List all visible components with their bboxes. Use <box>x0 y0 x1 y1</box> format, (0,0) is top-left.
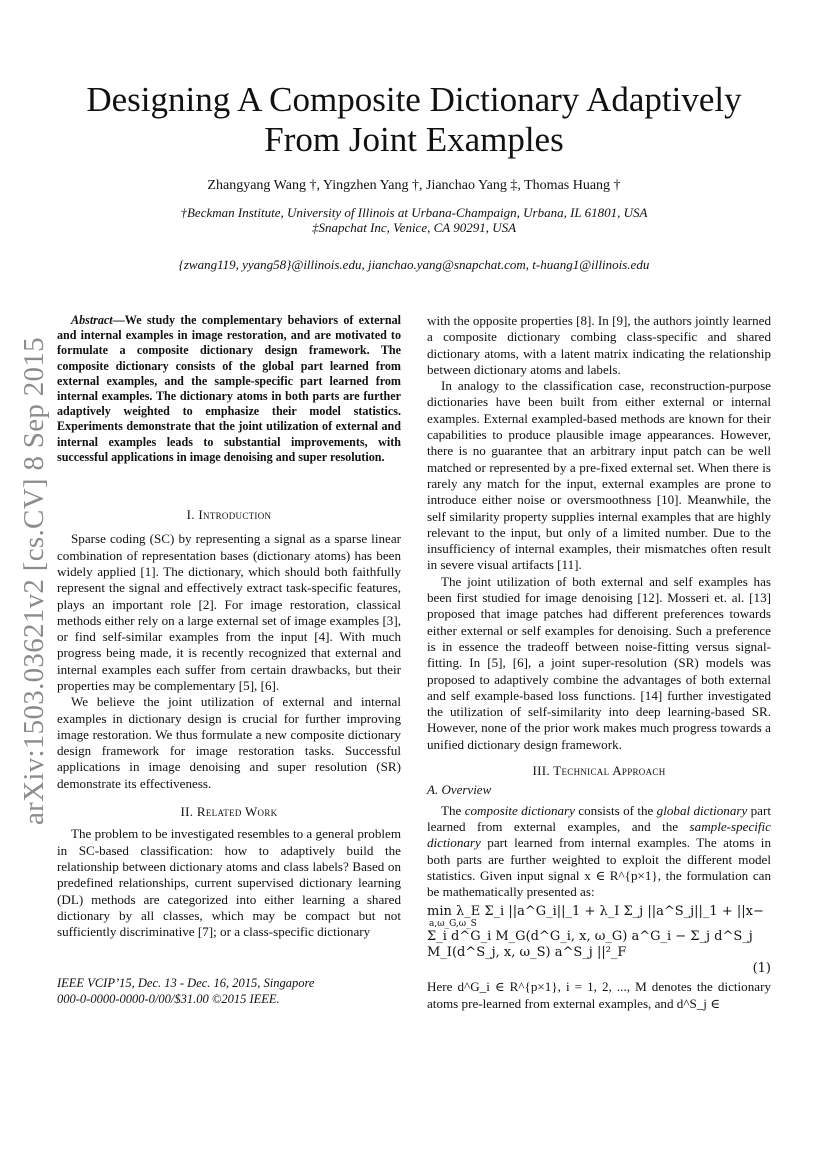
arxiv-side-stamp <box>14 337 54 825</box>
overview-text-a: The <box>441 802 465 818</box>
paper-title <box>60 80 768 160</box>
term-sample-specific-dictionary: sample-specific dictionary <box>427 818 771 851</box>
subsection-heading-overview: A. Overview <box>427 782 492 798</box>
left-column <box>57 313 401 940</box>
term-global-dictionary: global dictionary <box>656 802 748 818</box>
related-work-paragraph-3: The joint utilization of both external and self examples has been first studied for image denoising [12]. Mosseri et. al. [13] proposed that image patches had different preferences towards either external or self examples for denoising. Such a preference is in essence the tradeoff between noise-fitting versus signal-fitting. In [5], [6], a joint super-resolution (SR) models was proposed to adaptively combine the advantages of both external and self example-based loss functions. [14] further investigated the utilization of self-similarity into deep learning-based SR. However, none of the prior work makes much progress towards a unified dictionary design framework. <box>427 573 771 752</box>
affiliation-beckman: †Beckman Institute, University of Illinois at Urbana-Champaign, Urbana, IL 61801, USA <box>180 205 648 220</box>
overview-text-d: part learned from internal examples. The atoms in both parts are further weighted to exploit the different model statistics. Given input signal x ∈ R^{p×1}, the formulation can be mathematically presented as: <box>427 835 771 900</box>
equation-line-2: Σ_i d^G_i M_G(d^G_i, x, ω_G) a^G_i − Σ_j d^S_j M_I(d^S_j, x, ω_S) a^S_j ||²_F <box>427 929 753 961</box>
related-work-paragraph: The problem to be investigated resembles to a general problem in SC-based classification: how to adaptively build the relationship between dictionary atoms and class labels? Based on predefined relationships, current supervised dictionary learning (DL) methods are categorized into either learning a shared dictionary by all classes, which may be compact but not sufficiently discriminative [7]; or a class-specific dictionary <box>57 826 401 940</box>
title-line-2: From Joint Examples <box>264 120 564 159</box>
equation-line-1: min λ_E Σ_i ||a^G_i||_1 + λ_I Σ_j ||a^S_j||_1 + ||x− <box>427 904 764 920</box>
right-column <box>427 313 771 1012</box>
footnote-venue: IEEE VCIP’15, Dec. 13 - Dec. 16, 2015, Singapore <box>57 976 315 990</box>
author-list: Zhangyang Wang †, Yingzhen Yang †, Jianchao Yang ‡, Thomas Huang † <box>207 178 621 193</box>
equation-1 <box>427 904 771 977</box>
equation-number: (1) <box>752 961 771 977</box>
conference-footnote <box>57 975 401 1007</box>
term-composite-dictionary: composite dictionary <box>464 802 575 818</box>
title-line-1: Designing A Composite Dictionary Adaptively <box>86 80 742 119</box>
related-work-paragraph-2: In analogy to the classification case, reconstruction-purpose dictionaries have been built from either external or internal examples. External exampled-based methods are known for their capabilities to produce plausible image appearances. However, there is no guarantee that an arbitrary input patch can be well matched or represented by a pre-fixed external set. When there is rarely any match for the input, external examples are prone to introduce either noise or oversmoothness [10]. Meanwhile, the self similarity property supplies internal examples that are highly relevant to the input, but only of a limited number. Due to the insufficiency of internal examples, their mismatches often result in severe visual artifacts [11]. <box>427 378 771 573</box>
abstract <box>57 313 401 465</box>
post-equation-text: Here d^G_i ∈ R^{p×1}, i = 1, 2, ..., M denotes the dictionary atoms pre-learned from external examples, and d^S_j ∈ <box>427 979 771 1011</box>
affiliation-snapchat: ‡Snapchat Inc, Venice, CA 90291, USA <box>311 220 517 235</box>
arxiv-identifier[interactable]: arXiv:1503.03621v2 [cs.CV] 8 Sep 2015 <box>18 337 50 825</box>
abstract-lead: Abstract <box>71 313 113 327</box>
overview-paragraph <box>427 803 771 901</box>
abstract-text: —We study the complementary behaviors of external and internal examples in image restoration, and are motivated to formulate a composite dictionary design framework. The composite dictionary consists of the global part learned from external examples, and the sample-specific part learned from internal examples. The dictionary atoms in both parts are further adaptively weighted to emphasize their model statistics. Experiments demonstrate that the joint utilization of external and internal examples leads to substantial improvements, with successful applications in image denoising and super resolution. <box>57 313 401 464</box>
overview-text-c: part learned from external examples, and the <box>427 802 771 834</box>
author-emails: {zwang119, yyang58}@illinois.edu, jianchao.yang@snapchat.com, t-huang1@illinois.edu <box>178 257 650 272</box>
overview-text-b: consists of the <box>574 802 657 818</box>
section-heading-introduction: I. Introduction <box>186 507 272 523</box>
section-heading-technical-approach: III. Technical Approach <box>532 763 666 779</box>
introduction-paragraph-2: We believe the joint utilization of external and internal examples in dictionary design is crucial for further improving image restoration. We thus formulate a new composite dictionary design framework for image restoration tasks. Successful applications in image denoising and super resolution (SR) demonstrate its effectiveness. <box>57 694 401 791</box>
equation-subscript: a,ω_G,ω_S <box>429 919 477 930</box>
section-heading-related-work: II. Related Work <box>180 804 278 820</box>
related-work-continued: with the opposite properties [8]. In [9], the authors jointly learned a composite dictionary combing class-specific and shared dictionary atoms, with a latent matrix indicating the relationship between dictionary atoms and labels. <box>427 313 771 377</box>
introduction-paragraph-1: Sparse coding (SC) by representing a signal as a sparse linear combination of representation bases (dictionary atoms) has been widely applied [1]. The dictionary, which should both faithfully represent the signal and effectively extract task-specific features, plays an important role [2]. For image restoration, classical methods either rely on a large external set of image examples [3], or find self-similar examples from the input [4]. With much progress being made, it is recently recognized that external and internal examples each suffer from certain drawbacks, but their properties may be complementary [5], [6]. <box>57 531 401 693</box>
footnote-copyright: 000-0-0000-0000-0/00/$31.00 ©2015 IEEE. <box>57 992 280 1006</box>
